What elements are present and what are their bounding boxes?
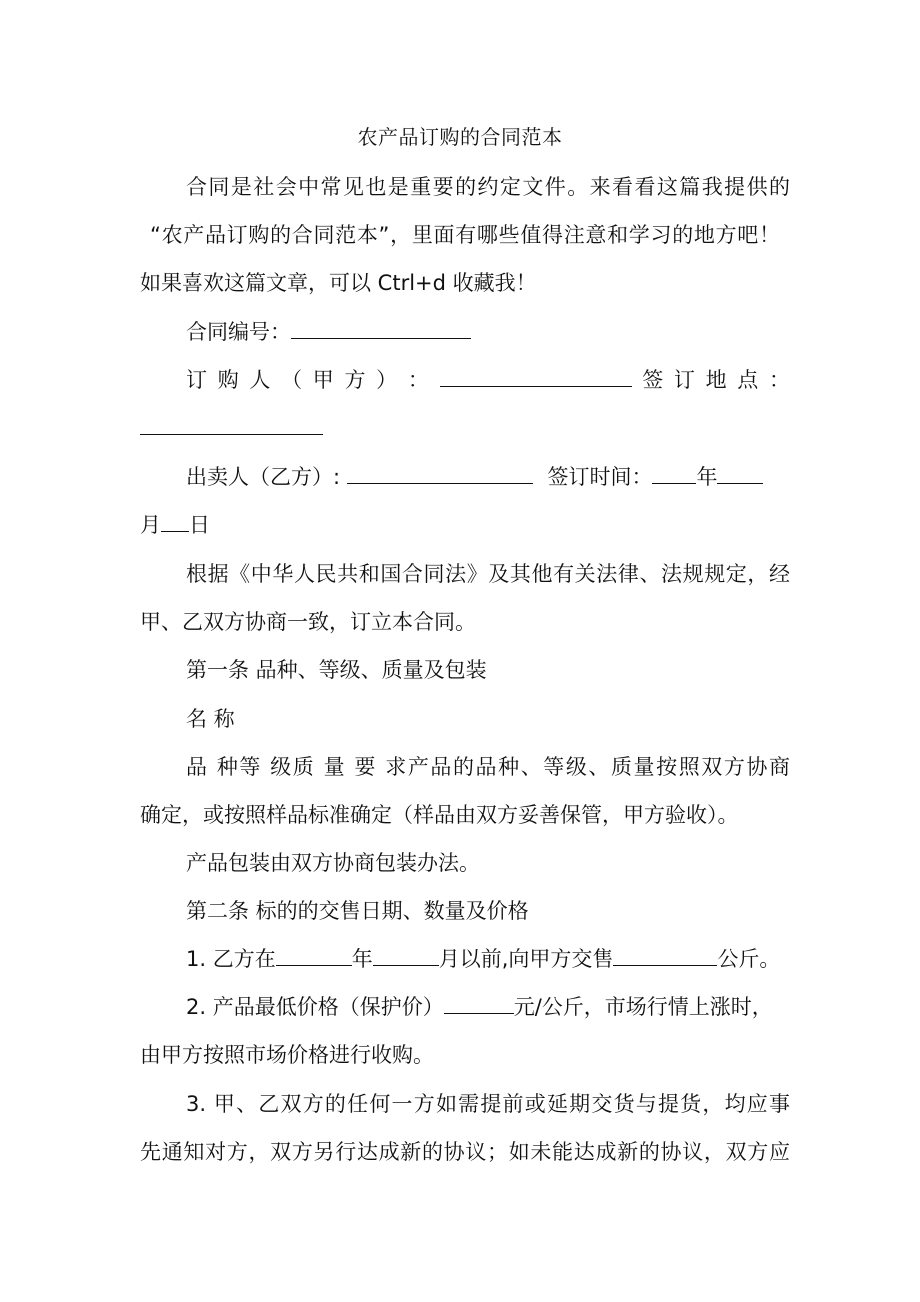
contract-number-blank — [291, 318, 471, 339]
item-1-year: 年 — [351, 947, 373, 971]
contract-number-label: 合同编号： — [186, 320, 291, 344]
sign-time-day-blank — [161, 511, 189, 532]
sign-place-char: 签 — [642, 368, 664, 392]
buyer-char: 方 — [344, 368, 366, 392]
article-1-title: 第一条 品种、等级、质量及包装 — [186, 658, 487, 682]
item-1-year-blank — [276, 945, 352, 966]
item-1-unit: 公斤。 — [717, 947, 781, 971]
sign-place-blank-row — [140, 414, 790, 442]
buyer-char: 订 — [186, 368, 207, 392]
intro-line-2: “农产品订购的合同范本”，里面有哪些值得注意和学习的地方吧！ — [150, 223, 780, 247]
buyer-sign-place-spread — [186, 366, 790, 394]
seller-sign-time-row — [186, 463, 790, 491]
legal-basis-line-1: 根据《中华人民共和国合同法》及其他有关法律、法规规定，经 — [186, 562, 790, 586]
sign-time-month-blank — [717, 463, 763, 484]
item-1-quantity-blank — [613, 945, 717, 966]
item-1-month-before: 月以前 — [438, 947, 502, 971]
intro-line-1: 合同是社会中常见也是重要的约定文件。来看看这篇我提供的 — [186, 175, 790, 199]
quality-line-2: 确定，或按照样品标准确定（样品由双方妥善保管，甲方验收）。 — [140, 803, 739, 827]
item-2-price-blank — [444, 993, 514, 1014]
sign-time-day-row — [140, 511, 790, 539]
buyer-sign-place-row — [186, 366, 790, 394]
item-1-deliver: ,向甲方交售 — [501, 947, 614, 971]
article-2-title: 第二条 标的的交售日期、数量及价格 — [186, 899, 529, 923]
buyer-blank — [440, 366, 632, 387]
sign-place-char: ： — [768, 368, 790, 392]
item-3-line-1: 3. 甲、乙双方的任何一方如需提前或延期交货与提货，均应事 — [186, 1092, 790, 1116]
seller-blank — [347, 463, 533, 484]
item-1-month-blank — [373, 945, 439, 966]
buyer-char: 人 — [249, 368, 271, 392]
sign-time-label: 签订时间： — [547, 465, 653, 489]
item-2-line-2: 由甲方按照市场价格进行收购。 — [140, 1043, 434, 1067]
item-1 — [186, 945, 790, 973]
buyer-char: ： — [407, 368, 429, 392]
buyer-char: 甲 — [312, 368, 334, 392]
buyer-char: ） — [376, 368, 398, 392]
buyer-char: （ — [281, 368, 303, 392]
item-2-prefix: 2. 产品最低价格（保护价） — [186, 995, 444, 1019]
sign-place-char: 订 — [673, 368, 695, 392]
sign-place-char: 点 — [737, 368, 759, 392]
item-2 — [186, 993, 790, 1021]
year-label: 年 — [696, 465, 718, 489]
buyer-char: 购 — [217, 368, 239, 392]
intro-line-3: 如果喜欢这篇文章，可以 Ctrl+d 收藏我！ — [140, 271, 537, 295]
day-label: 日 — [189, 513, 210, 537]
quality-line-1: 品 种等 级质 量 要 求产品的品种、等级、质量按照双方协商 — [186, 755, 790, 779]
month-label: 月 — [140, 513, 161, 537]
document-title: 农产品订购的合同范本 — [357, 125, 563, 149]
item-1-prefix: 1. 乙方在 — [186, 947, 276, 971]
item-2-suffix: 元/公斤，市场行情上涨时， — [513, 995, 773, 1019]
item-3-line-2: 先通知对方，双方另行达成新的协议；如未能达成新的协议，双方应 — [140, 1140, 790, 1164]
sign-place-blank — [140, 414, 323, 435]
legal-basis-line-2: 甲、乙双方协商一致，订立本合同。 — [140, 610, 476, 634]
name-label: 名 称 — [186, 707, 235, 731]
sign-place-char: 地 — [705, 368, 727, 392]
contract-number-field — [186, 318, 790, 346]
sign-time-year-blank — [652, 463, 696, 484]
packaging-clause: 产品包装由双方协商包装办法。 — [186, 851, 480, 875]
seller-label: 出卖人（乙方）: — [186, 465, 341, 489]
